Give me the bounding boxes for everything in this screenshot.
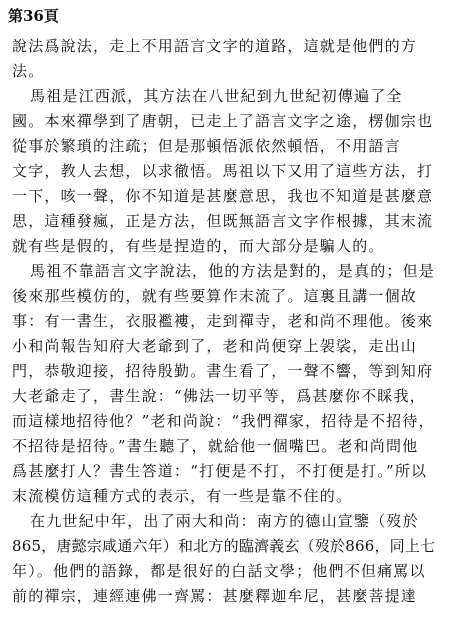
text-line: 末流模仿這種方式的表示，有一些是靠不住的。	[12, 487, 353, 505]
text-line: 小和尚報告知府大老爺到了，老和尚便穿上袈裟，走出山	[12, 337, 418, 355]
text-line: 馬祖是江西派，其方法在八世紀到九世紀初傳遍了全	[30, 87, 403, 105]
text-line: 不招待是招待。”書生聽了，就給他一個嘴巴。老和尚問他	[12, 437, 419, 455]
text-line: 門，恭敬迎接，招待殷勤。書生看了，一聲不響，等到知府	[12, 362, 434, 380]
body-text	[12, 34, 440, 609]
text-line: 年）。他們的語錄，都是很好的白話文學；他們不但痛罵以	[12, 562, 426, 580]
text-line: 事：有一書生，衣服襤褸，走到禪寺，老和尚不理他。後來	[12, 312, 434, 330]
text-line: 說法爲說法，走上不用語言文字的道路，這就是他們的方	[12, 37, 418, 55]
text-line: 一下，咳一聲，你不知道是甚麼意思，我也不知道是甚麼意	[12, 187, 434, 205]
text-line: 馬祖不靠語言文字說法，他的方法是對的，是真的；但是	[30, 262, 436, 280]
text-line: 在九世紀中年，出了兩大和尚：南方的德山宣鑒（歿於	[30, 512, 419, 530]
text-line: 而這樣地招待他？”老和尚說：“我們禪家，招待是不招待，	[12, 412, 435, 430]
text-line: 前的禪宗，連經連佛一齊罵：甚麼釋迦牟尼，甚麼菩提達	[12, 587, 418, 605]
text-line: 文字，教人去想，以求徹悟。馬祖以下又用了這些方法，打	[12, 162, 434, 180]
text-line: 865，唐懿宗咸通六年）和北方的臨濟義玄（歿於866，同上七	[12, 537, 436, 555]
text-line: 大老爺走了，書生說：“佛法一切平等，爲甚麼你不睬我，	[12, 387, 426, 405]
text-line: 國。本來禪學到了唐朝，已走上了語言文字之途，楞伽宗也	[12, 112, 434, 130]
text-line: 思，這種發瘋，正是方法，但既無語言文字作根據，其末流	[12, 212, 434, 230]
page-number: 第36頁	[8, 7, 59, 25]
text-line: 從事於繁瑣的注疏；但是那頓悟派依然頓悟，不用語言	[12, 137, 401, 155]
text-line: 爲甚麼打人？書生答道：“打便是不打，不打便是打。”所以	[12, 462, 428, 480]
text-line: 法。	[12, 62, 45, 80]
text-line: 後來那些模仿的，就有些要算作末流了。這裏且講一個故	[12, 287, 418, 305]
text-line: 就有些是假的，有些是捏造的，而大部分是騙人的。	[12, 237, 385, 255]
